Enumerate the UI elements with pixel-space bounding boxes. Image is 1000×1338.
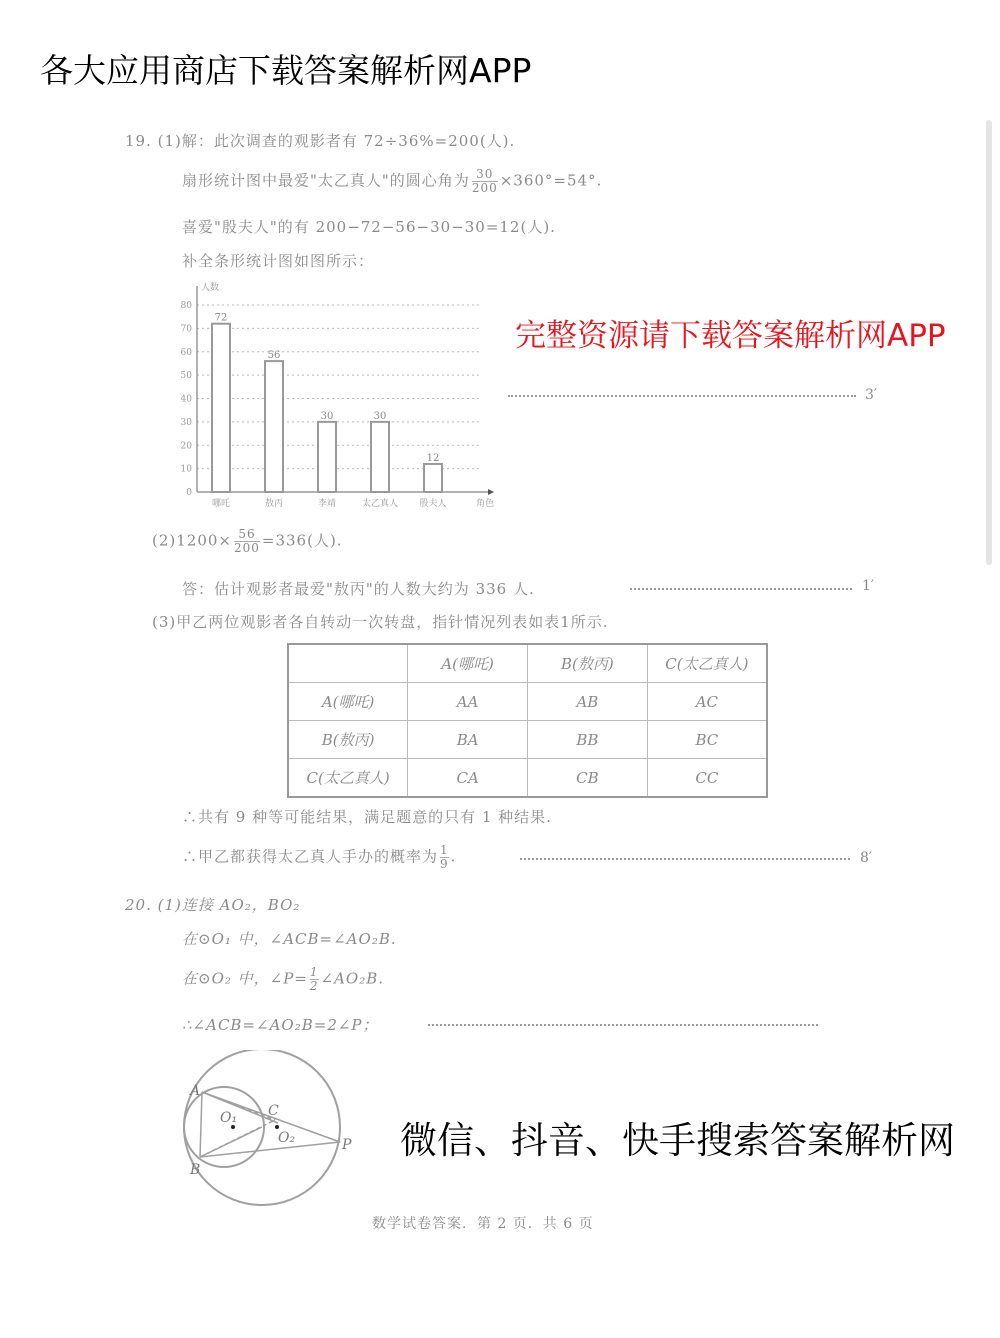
label-p: P	[342, 1137, 352, 1153]
x-tick-label: 敖丙	[264, 499, 284, 509]
table-row	[288, 721, 767, 759]
table-row	[288, 759, 767, 798]
q19-part3: (3)甲乙两位观影者各自转动一次转盘，指针情况列表如表1所示.	[152, 613, 609, 631]
label-b: B	[190, 1162, 201, 1178]
table-header-row	[288, 644, 767, 683]
q20-line3: 在⊙O₂ 中，∠P= $\frac{1}{2}$ ∠AO₂B.	[182, 965, 385, 993]
score-mark: 1′	[862, 578, 875, 594]
table-cell: BB	[528, 721, 648, 759]
dot-leader	[508, 395, 856, 397]
score-mark: 3′	[865, 387, 878, 403]
y-tick-label: 70	[180, 324, 192, 335]
table-cell: BA	[408, 721, 528, 759]
table-cell: BC	[647, 721, 767, 759]
bar	[371, 422, 389, 492]
q19-line3: 喜爱"殷夫人"的有 200−72−56−30−30=12(人).	[182, 218, 556, 236]
table-cell: A(哪吒)	[288, 683, 408, 721]
table-cell: CB	[528, 759, 648, 798]
y-tick-label: 10	[180, 464, 192, 475]
bar	[212, 324, 230, 492]
bar	[265, 361, 283, 492]
score-mark: 8′	[860, 850, 873, 866]
x-tick-label: 李靖	[317, 499, 337, 509]
x-axis-arrow	[488, 489, 494, 495]
table-cell: A(哪吒)	[408, 644, 528, 683]
label-o2: O₂	[278, 1130, 296, 1146]
watermark-top: 各大应用商店下载答案解析网APP	[40, 51, 532, 90]
q20-line4: ∴∠ACB=∠AO₂B=2∠P；	[182, 1016, 379, 1034]
x-tick-label: 殷夫人	[419, 499, 447, 509]
table-cell: AC	[647, 683, 767, 721]
y-axis-label: 人数	[201, 283, 220, 293]
y-tick-label: 20	[180, 441, 192, 452]
watermark-bottom: 微信、抖音、快手搜索答案解析网	[400, 1119, 955, 1162]
dot-leader	[520, 858, 850, 860]
bar	[424, 464, 442, 492]
table-cell: CA	[408, 759, 528, 798]
table-cell: C(太乙真人)	[647, 644, 767, 683]
table-cell: AA	[408, 683, 528, 721]
bar-value-label: 30	[373, 410, 387, 422]
q20-line1: 20. (1)连接 AO₂，BO₂	[125, 896, 301, 914]
q19-conclusion-1: ∴共有 9 种等可能结果，满足题意的只有 1 种结果.	[182, 808, 552, 826]
q19-line4: 补全条形统计图如图所示：	[182, 252, 375, 270]
x-tick-label: 太乙真人	[361, 499, 399, 509]
bar-value-label: 30	[320, 410, 334, 422]
label-c: C	[268, 1103, 279, 1119]
y-tick-label: 0	[186, 488, 192, 498]
geometry-figure	[180, 1050, 360, 1210]
dot-leader	[630, 588, 852, 590]
y-tick-label: 60	[180, 347, 192, 358]
table-cell: C(太乙真人)	[288, 759, 408, 798]
bar-value-label: 72	[214, 312, 228, 324]
dot-leader	[428, 1024, 818, 1026]
q19-line1: 19. (1)解：此次调查的观影者有 72÷36%=200(人).	[125, 132, 516, 150]
q20-line2: 在⊙O₁ 中，∠ACB=∠AO₂B.	[182, 930, 397, 948]
table-cell: B(敖丙)	[288, 721, 408, 759]
q19-line2: 扇形统计图中最爱"太乙真人"的圆心角为 $\frac{30}{200}$ ×360°=54°.	[182, 167, 603, 195]
bar-value-label: 12	[426, 452, 440, 464]
table-cell: CC	[647, 759, 767, 798]
q19-conclusion-2: ∴甲乙都获得太乙真人手办的概率为 $\frac{1}{9}$ .	[182, 843, 457, 871]
outcome-table	[287, 643, 768, 798]
table-cell: AB	[528, 683, 648, 721]
page-footer: 数学试卷答案．第 2 页．共 6 页	[372, 1216, 594, 1232]
bar-value-label: 56	[267, 350, 281, 362]
point-o2	[275, 1125, 279, 1129]
label-a: A	[190, 1083, 201, 1099]
y-tick-label: 80	[180, 301, 192, 311]
y-tick-label: 30	[180, 417, 192, 428]
bar-chart	[170, 278, 500, 513]
x-axis-label: 角色	[476, 499, 495, 509]
table-cell	[288, 644, 408, 683]
table-row	[288, 683, 767, 721]
scrollbar[interactable]	[986, 120, 992, 565]
q19-part2: (2)1200× $\frac{56}{200}$ =336(人).	[152, 527, 343, 555]
y-tick-label: 40	[180, 394, 192, 405]
table-cell: B(敖丙)	[528, 644, 648, 683]
q19-part2-answer: 答：估计观影者最爱"敖丙"的人数大约为 336 人.	[182, 580, 535, 598]
label-o1: O₁	[220, 1110, 238, 1126]
bar	[318, 422, 336, 492]
x-tick-label: 哪吒	[211, 499, 231, 509]
watermark-center: 完整资源请下载答案解析网APP	[515, 318, 946, 354]
y-tick-label: 50	[180, 371, 192, 382]
